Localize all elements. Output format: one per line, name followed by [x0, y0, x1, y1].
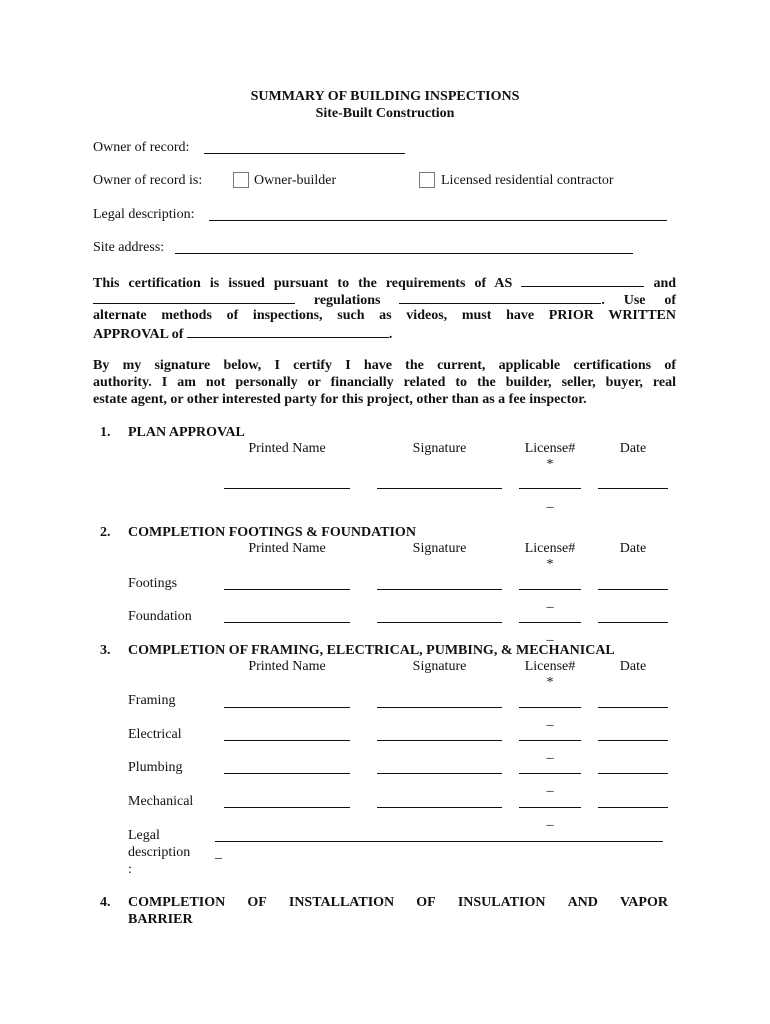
legal-description-label: Legal description: [93, 207, 195, 222]
section-title [128, 894, 668, 911]
license-field[interactable] [519, 740, 581, 741]
col-license: License# [524, 659, 576, 674]
section-number: 1. [100, 425, 111, 440]
license-dash: _ [546, 746, 554, 761]
regulation-blank-2-wrap [399, 293, 605, 308]
section-title: COMPLETION OF FRAMING, ELECTRICAL, PUMBING, & MECHANICAL [128, 643, 615, 658]
row-label-footings: Footings [128, 576, 178, 591]
license-field[interactable] [519, 589, 581, 590]
regulation-blank-1[interactable] [93, 290, 295, 304]
col-printed-name: Printed Name [248, 659, 326, 674]
license-field[interactable] [519, 807, 581, 808]
page-title: SUMMARY OF BUILDING INSPECTIONS [250, 89, 520, 104]
cert2-line-3: estate agent, or other interested party for this project, other than as a fee inspector. [93, 392, 587, 407]
signature-field[interactable] [377, 589, 502, 590]
legal-description-field[interactable] [209, 220, 667, 221]
section-title: PLAN APPROVAL [128, 425, 245, 440]
signature-field[interactable] [377, 488, 502, 489]
row-label-plumbing: Plumbing [128, 760, 183, 775]
date-field[interactable] [598, 740, 668, 741]
cert-text: This certification is issued pursuant to the requirements of AS [93, 276, 513, 291]
date-field[interactable] [598, 589, 668, 590]
cert-line-3: alternate methods of inspections, such as videos, must have PRIOR WRITTEN [93, 308, 676, 323]
section-number: 4. [100, 895, 111, 910]
col-date: Date [619, 441, 647, 456]
signature-field[interactable] [377, 740, 502, 741]
printed-name-field[interactable] [224, 707, 350, 708]
col-signature: Signature [412, 441, 467, 456]
cert-line-4 [93, 324, 392, 343]
owner-of-record-label: Owner of record: [93, 140, 190, 155]
date-field[interactable] [598, 622, 668, 623]
owner-of-record-is-label: Owner of record is: [93, 173, 203, 188]
licensed-contractor-checkbox[interactable] [419, 172, 435, 188]
col-license: License# [524, 541, 576, 556]
legal-desc-dash: _ [215, 846, 222, 861]
section-title-line-2: BARRIER [128, 912, 193, 927]
signature-field[interactable] [377, 807, 502, 808]
col-signature: Signature [412, 541, 467, 556]
date-field[interactable] [598, 488, 668, 489]
license-dash: _ [546, 813, 554, 828]
section-title-word: OF [247, 895, 267, 910]
section-title-word: AND [567, 895, 598, 910]
section-number: 3. [100, 643, 111, 658]
license-field[interactable] [519, 773, 581, 774]
cert2-line-2: authority. I am not personally or financially related to the builder, seller, buyer, real [93, 375, 676, 390]
license-field[interactable] [519, 488, 581, 489]
printed-name-field[interactable] [224, 589, 350, 590]
printed-name-field[interactable] [224, 488, 350, 489]
licensed-contractor-label: Licensed residential contractor [441, 173, 614, 188]
license-field[interactable] [519, 707, 581, 708]
owner-builder-checkbox[interactable] [233, 172, 249, 188]
col-printed-name: Printed Name [248, 541, 326, 556]
printed-name-field[interactable] [224, 773, 350, 774]
license-dash: _ [546, 628, 554, 643]
page-subtitle: Site-Built Construction [315, 106, 455, 121]
col-license-mark: * [546, 457, 554, 472]
printed-name-field[interactable] [224, 622, 350, 623]
license-dash: _ [546, 495, 554, 510]
license-field[interactable] [519, 622, 581, 623]
license-dash: _ [546, 595, 554, 610]
row-label-electrical: Electrical [128, 727, 182, 742]
regulation-blank-2[interactable] [399, 290, 601, 304]
as-number-blank[interactable] [521, 273, 644, 287]
license-dash: _ [546, 713, 554, 728]
section-title: COMPLETION FOOTINGS & FOUNDATION [128, 525, 416, 540]
section-title-word: VAPOR [620, 895, 668, 910]
section-number: 2. [100, 525, 111, 540]
approval-blank[interactable] [187, 324, 389, 338]
date-field[interactable] [598, 807, 668, 808]
date-field[interactable] [598, 773, 668, 774]
signature-field[interactable] [377, 773, 502, 774]
legal-desc-field[interactable] [215, 841, 663, 842]
legal-desc-label-2: description [128, 845, 191, 860]
row-label-mechanical: Mechanical [128, 794, 194, 809]
section-title-word: COMPLETION [128, 895, 226, 910]
cert-text: . [388, 327, 393, 342]
cert-text: APPROVAL of [93, 327, 184, 342]
license-dash: _ [546, 779, 554, 794]
owner-builder-label: Owner-builder [254, 173, 337, 188]
signature-field[interactable] [377, 707, 502, 708]
section-title-word: INSTALLATION [288, 895, 395, 910]
col-license-mark: * [546, 675, 554, 690]
section-title-word: OF [416, 895, 436, 910]
row-label-framing: Framing [128, 693, 176, 708]
owner-of-record-field[interactable] [204, 153, 405, 154]
printed-name-field[interactable] [224, 740, 350, 741]
cert-text: Use [623, 293, 646, 308]
col-license: License# [524, 441, 576, 456]
col-signature: Signature [412, 659, 467, 674]
cert-text: . [601, 293, 605, 308]
col-license-mark: * [546, 557, 554, 572]
cert-text: regulations [313, 293, 381, 308]
site-address-label: Site address: [93, 240, 165, 255]
col-date: Date [619, 659, 647, 674]
legal-desc-label-1: Legal [128, 828, 160, 843]
cert2-line-1: By my signature below, I certify I have the current, applicable certifications of [93, 358, 676, 373]
legal-desc-label-3: : [128, 862, 132, 877]
cert-text: and [653, 276, 677, 291]
date-field[interactable] [598, 707, 668, 708]
signature-field[interactable] [377, 622, 502, 623]
cert-text: of [664, 293, 677, 308]
col-printed-name: Printed Name [248, 441, 326, 456]
section-title-word: INSULATION [457, 895, 546, 910]
col-date: Date [619, 541, 647, 556]
site-address-field[interactable] [175, 253, 633, 254]
row-label-foundation: Foundation [128, 609, 192, 624]
printed-name-field[interactable] [224, 807, 350, 808]
